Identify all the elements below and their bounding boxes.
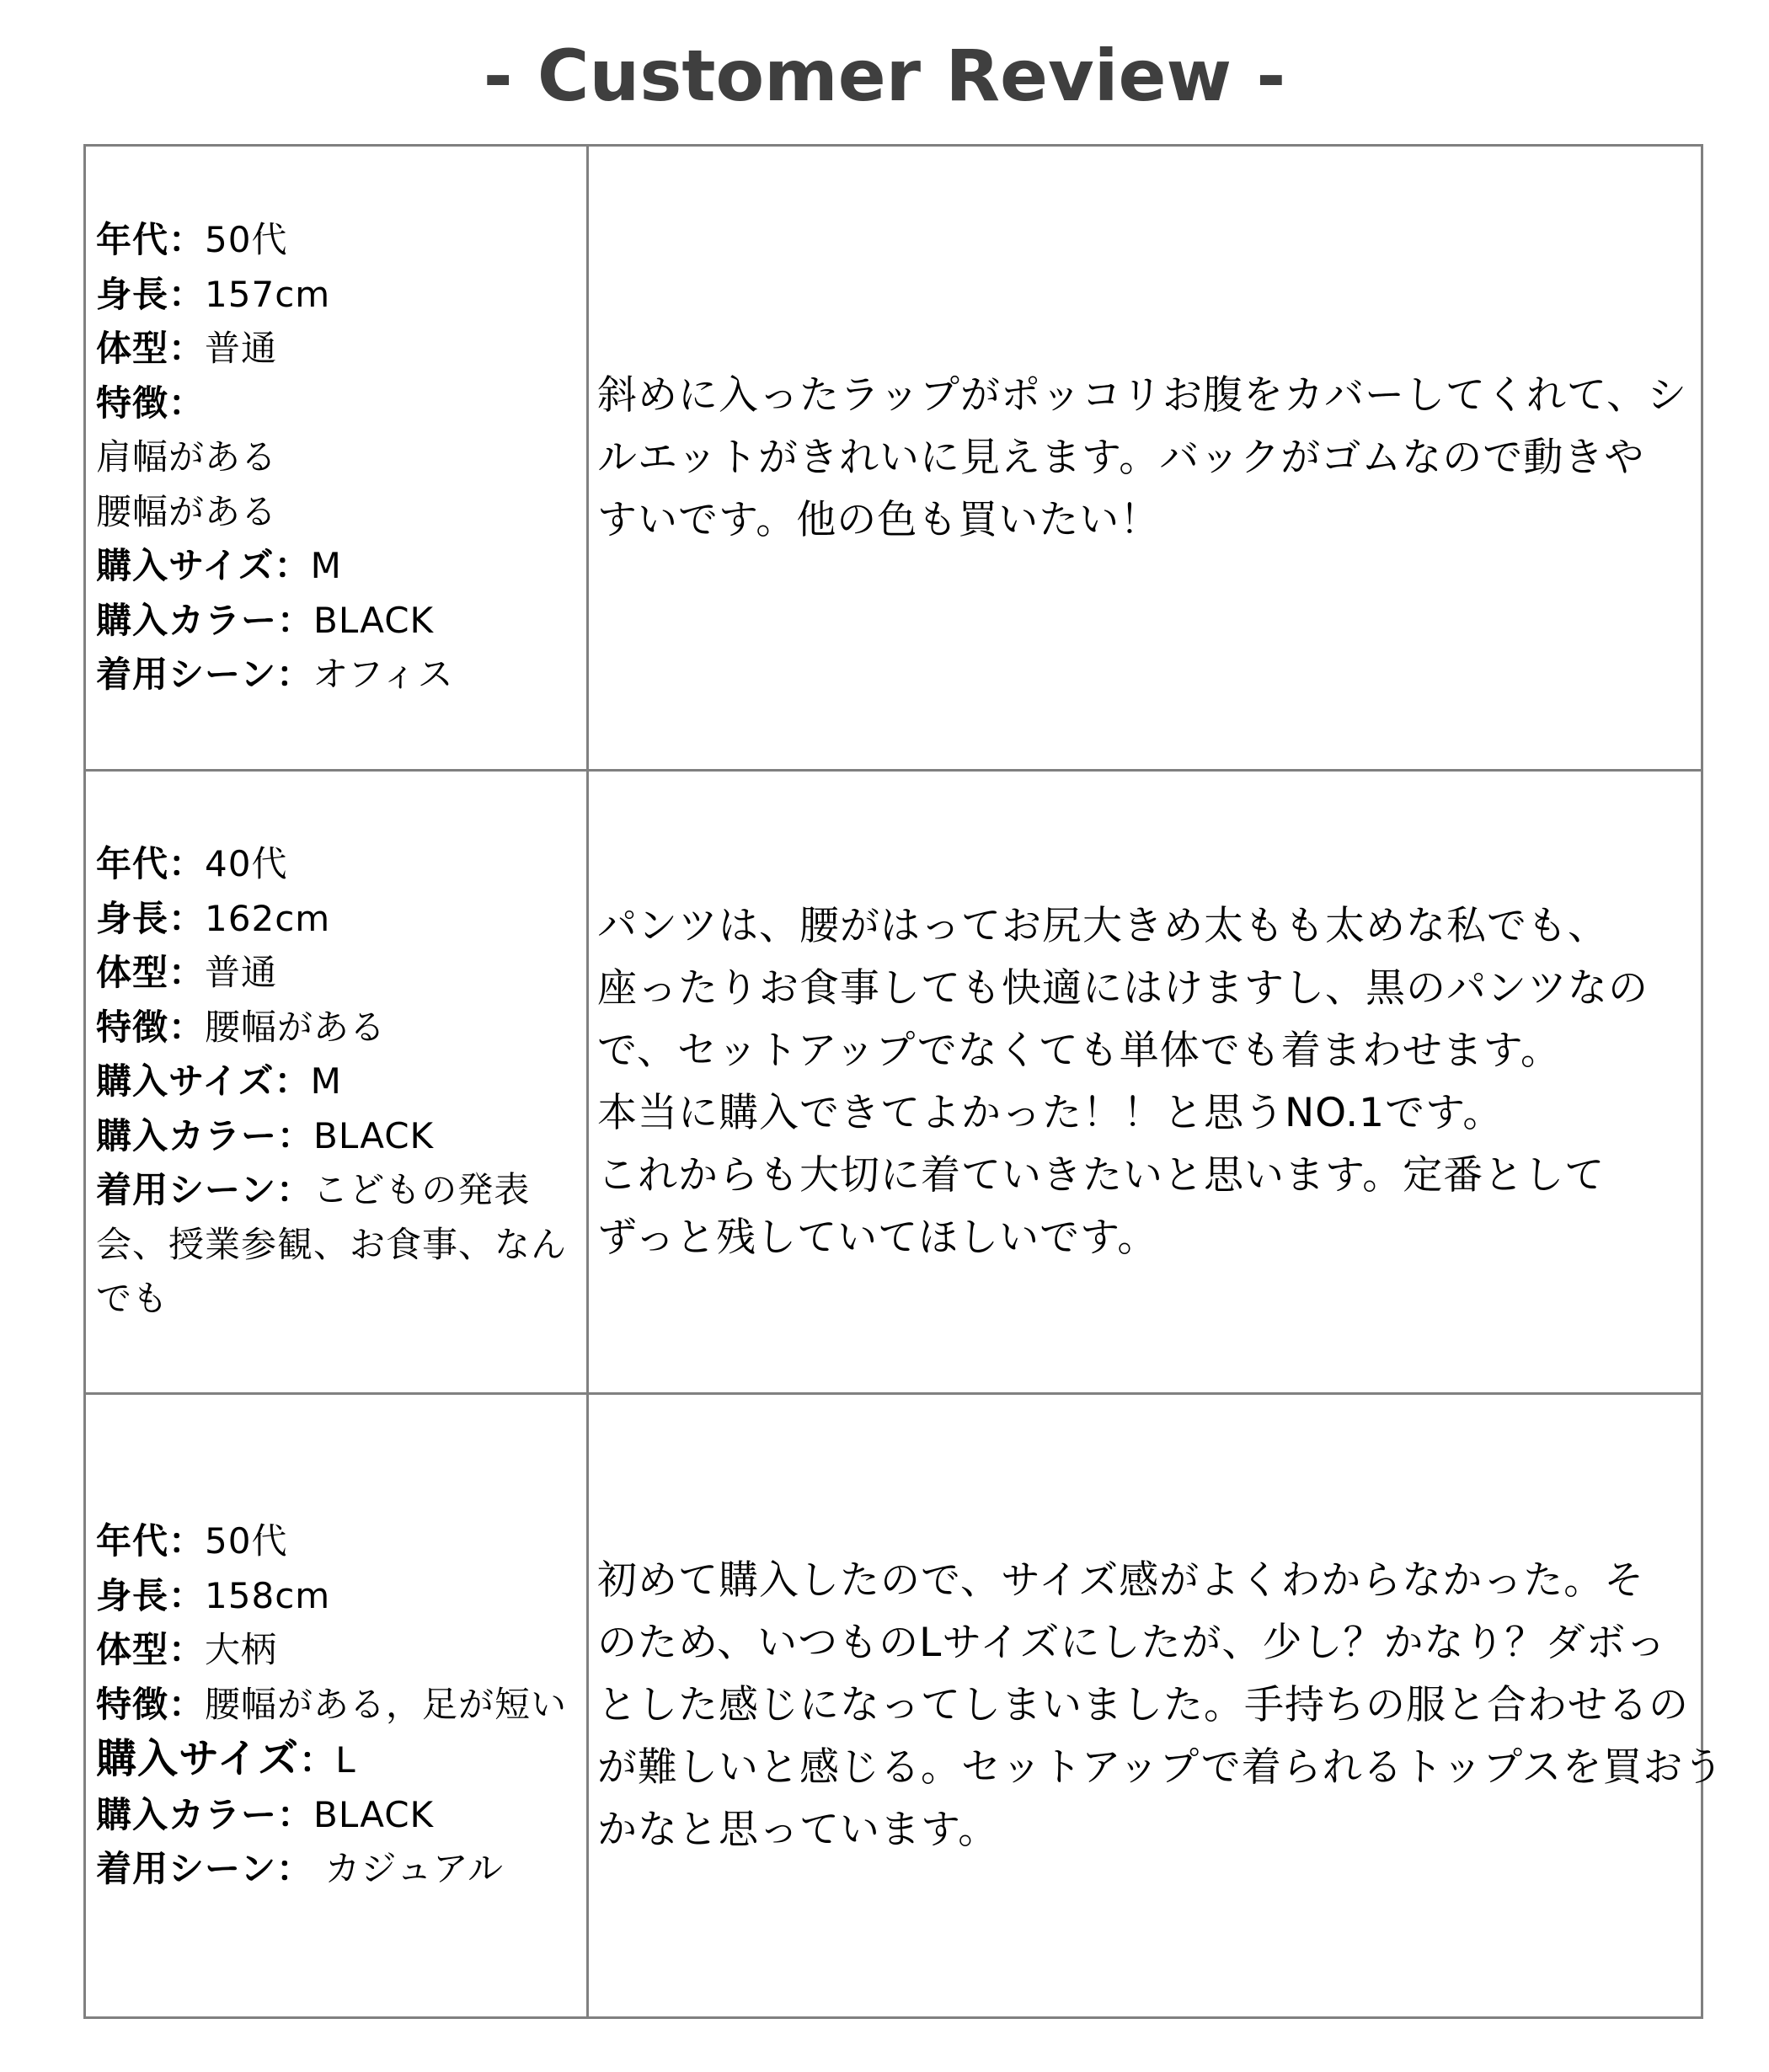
profile-value: 大柄 bbox=[205, 1629, 278, 1671]
review-row-3 bbox=[85, 1394, 1702, 2018]
profile-value: M bbox=[310, 545, 342, 587]
profile-body-type bbox=[96, 1623, 580, 1678]
profile-value: 40代 bbox=[205, 843, 288, 885]
profile-label: 購入サイズ bbox=[96, 1060, 275, 1103]
comment-line: かなと思っています。 bbox=[597, 1807, 999, 1853]
profile-wearing-scene bbox=[96, 1842, 580, 1897]
profile-separator: ： bbox=[274, 545, 311, 587]
profile-label: 特徴 bbox=[96, 1006, 169, 1048]
profile-body-type bbox=[96, 946, 580, 1001]
profile-value: 会、授業参観、お食事、なん bbox=[96, 1223, 568, 1265]
review-comment-3 bbox=[588, 1394, 1724, 2018]
profile-separator: ： bbox=[276, 1848, 313, 1890]
profile-label: 着用シーン bbox=[96, 654, 277, 696]
comment-line: ずっと残していてほしいです。 bbox=[597, 1214, 1158, 1261]
profile-separator: ： bbox=[168, 1006, 206, 1048]
review-comment-2 bbox=[588, 771, 1702, 1394]
profile-features-cont bbox=[96, 430, 580, 485]
profile-separator: ： bbox=[277, 599, 314, 641]
profile-separator: ： bbox=[168, 328, 206, 370]
profile-purchased-color bbox=[96, 1109, 580, 1164]
review-row-2 bbox=[85, 771, 1702, 1394]
profile-value: BLACK bbox=[313, 599, 435, 641]
profile-wearing-scene-cont bbox=[96, 1272, 580, 1327]
profile-label: 体型 bbox=[96, 1629, 169, 1671]
comment-line: 本当に購入できてよかった！！と思うNO.1です。 bbox=[597, 1089, 1504, 1136]
profile-separator: ： bbox=[276, 654, 313, 696]
profile-label: 購入サイズ bbox=[96, 545, 275, 587]
profile-body-type bbox=[96, 322, 580, 376]
profile-label: 年代 bbox=[96, 219, 169, 261]
profile-separator: ： bbox=[168, 952, 206, 994]
profile-label: 購入カラー bbox=[96, 1793, 278, 1835]
profile-label: 購入カラー bbox=[96, 599, 278, 641]
profile-separator: ： bbox=[276, 1169, 313, 1211]
profile-purchased-size bbox=[96, 1732, 580, 1788]
profile-value: 肩幅がある bbox=[96, 436, 278, 478]
profile-label: 体型 bbox=[96, 952, 169, 994]
profile-value: L bbox=[335, 1739, 356, 1781]
profile-label: 年代 bbox=[96, 843, 169, 885]
reviewer-profile-1 bbox=[85, 146, 588, 771]
profile-features bbox=[96, 376, 580, 431]
profile-wearing-scene-cont bbox=[96, 1218, 580, 1273]
profile-separator: ： bbox=[168, 897, 206, 939]
profile-label: 着用シーン bbox=[96, 1848, 277, 1890]
reviewer-profile-3 bbox=[85, 1394, 588, 2018]
profile-value: BLACK bbox=[313, 1793, 435, 1835]
profile-wearing-scene bbox=[96, 648, 580, 702]
profile-value: 腰幅がある bbox=[96, 490, 278, 532]
profile-label: 着用シーン bbox=[96, 1169, 277, 1211]
profile-value: でも bbox=[96, 1278, 169, 1320]
comment-line: すいです。他の色も買いたい！ bbox=[597, 496, 1161, 543]
profile-label: 身長 bbox=[96, 897, 169, 939]
review-comment-1 bbox=[588, 146, 1702, 771]
profile-value: 腰幅がある，足が短い bbox=[205, 1683, 568, 1725]
profile-value: BLACK bbox=[313, 1114, 435, 1156]
comment-line: ルエットがきれいに見えます。バックがゴムなので動きや bbox=[597, 434, 1645, 481]
profile-label: 特徴 bbox=[96, 1683, 169, 1725]
profile-label: 購入サイズ bbox=[96, 1735, 300, 1783]
profile-age bbox=[96, 1514, 580, 1569]
profile-label: 体型 bbox=[96, 328, 169, 370]
profile-value: 158cm bbox=[205, 1574, 331, 1616]
profile-separator: ： bbox=[299, 1739, 336, 1781]
profile-age bbox=[96, 213, 580, 268]
profile-features bbox=[96, 1001, 580, 1055]
profile-separator: ： bbox=[168, 843, 206, 885]
comment-line: 斜めに入ったラップがポッコリお腹をカバーしてくれて、シ bbox=[597, 371, 1688, 419]
profile-value: 普通 bbox=[205, 328, 278, 370]
comment-line: が難しいと感じる。セットアップで着られるトップスを買おう bbox=[597, 1744, 1724, 1791]
comment-line: 座ったりお食事しても快適にはけますし、黒のパンツなの bbox=[597, 964, 1649, 1012]
review-row-1 bbox=[85, 146, 1702, 771]
profile-height bbox=[96, 1569, 580, 1624]
profile-separator: ： bbox=[168, 1520, 206, 1562]
comment-line: のため、いつものLサイズにしたが、少し？かなり？ダボっ bbox=[597, 1620, 1667, 1666]
profile-height bbox=[96, 892, 580, 947]
comment-line: とした感じになってしまいました。手持ちの服と合わせるの bbox=[597, 1682, 1689, 1728]
profile-value: 腰幅がある bbox=[205, 1006, 387, 1048]
profile-value: こどもの発表 bbox=[313, 1169, 531, 1211]
review-table bbox=[83, 144, 1724, 2019]
profile-label: 特徴 bbox=[96, 382, 169, 424]
profile-separator: ： bbox=[277, 1114, 314, 1156]
profile-separator: ： bbox=[168, 273, 206, 315]
profile-wearing-scene bbox=[96, 1163, 580, 1218]
profile-label: 年代 bbox=[96, 1520, 169, 1562]
profile-separator: ： bbox=[168, 382, 206, 424]
profile-purchased-size bbox=[96, 539, 580, 594]
profile-separator: ： bbox=[168, 1629, 206, 1671]
profile-value: M bbox=[310, 1060, 342, 1103]
profile-label: 身長 bbox=[96, 1574, 169, 1616]
profile-height bbox=[96, 268, 580, 323]
profile-purchased-size bbox=[96, 1055, 580, 1109]
profile-separator: ： bbox=[168, 1574, 206, 1616]
profile-purchased-color bbox=[96, 1788, 580, 1843]
profile-value: 普通 bbox=[205, 952, 278, 994]
profile-separator: ： bbox=[274, 1060, 311, 1103]
profile-features-cont bbox=[96, 485, 580, 540]
profile-separator: ： bbox=[277, 1793, 314, 1835]
comment-line: 初めて購入したので、サイズ感がよくわからなかった。そ bbox=[597, 1557, 1645, 1604]
profile-features bbox=[96, 1678, 580, 1733]
profile-value: 50代 bbox=[205, 219, 288, 261]
profile-value: 157cm bbox=[205, 273, 331, 315]
profile-separator: ： bbox=[168, 219, 206, 261]
comment-line: パンツは、腰がはってお尻大きめ太もも太めな私でも、 bbox=[597, 902, 1608, 949]
profile-value: カジュアル bbox=[313, 1848, 505, 1890]
page-title: - Customer Review - bbox=[483, 35, 1286, 117]
reviewer-profile-2 bbox=[85, 771, 588, 1394]
profile-value: 162cm bbox=[205, 897, 331, 939]
profile-label: 身長 bbox=[96, 273, 169, 315]
profile-value: オフィス bbox=[313, 654, 454, 696]
comment-line: で、セットアップでなくても単体でも着まわせます。 bbox=[597, 1027, 1562, 1074]
comment-line: これからも大切に着ていきたいと思います。定番として bbox=[597, 1151, 1606, 1199]
profile-value: 50代 bbox=[205, 1520, 288, 1562]
profile-separator: ： bbox=[168, 1683, 206, 1725]
profile-age bbox=[96, 837, 580, 892]
profile-label: 購入カラー bbox=[96, 1114, 278, 1156]
profile-purchased-color bbox=[96, 594, 580, 649]
